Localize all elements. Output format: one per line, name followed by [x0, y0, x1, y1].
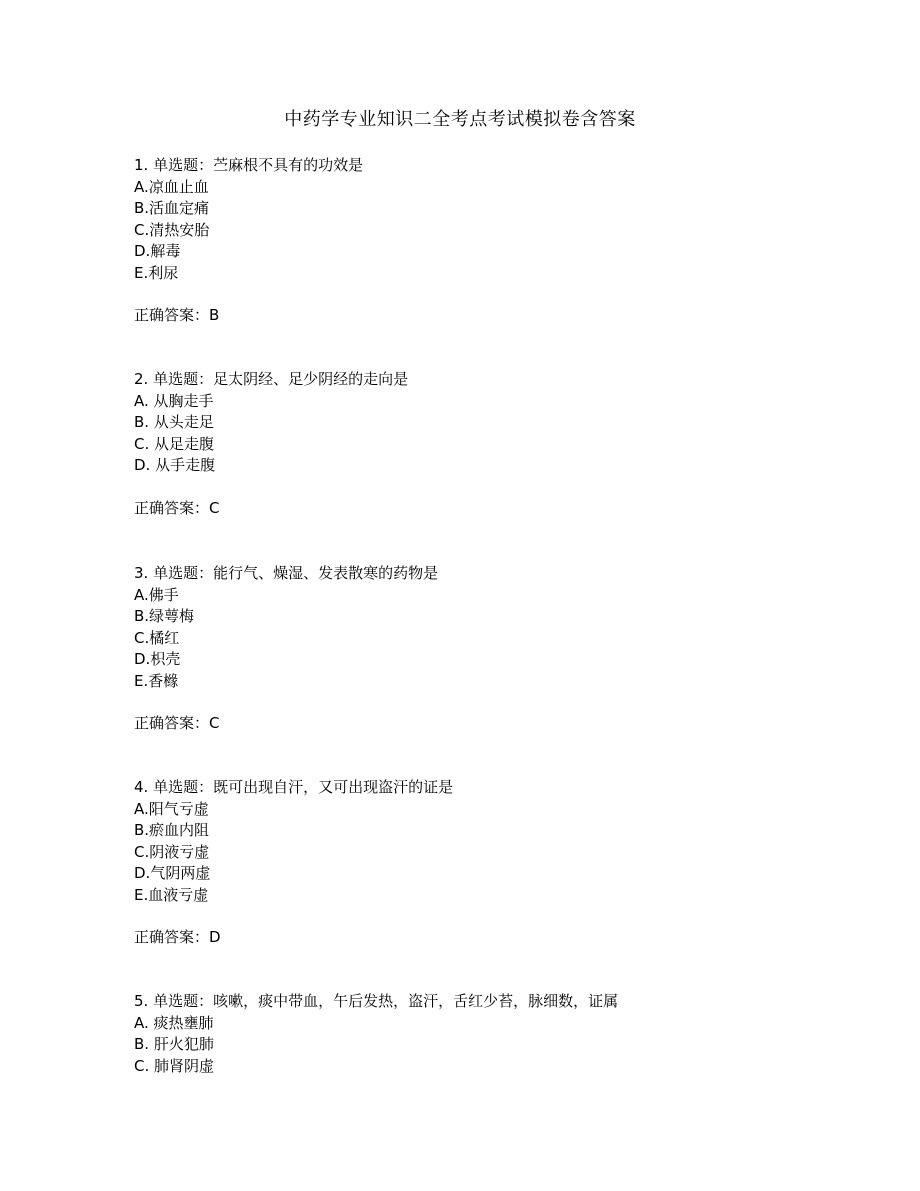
option-e: E.血液亏虚: [134, 885, 209, 904]
page-title: 中药学专业知识二全考点考试模拟卷含答案: [284, 109, 636, 130]
option-b: B.瘀血内阻: [134, 821, 210, 839]
option-d: D. 从手走腹: [134, 456, 216, 474]
answer-line: [134, 713, 834, 735]
question-stem: 5. 单选题：咳嗽，痰中带血，午后发热，盗汗，舌红少苔，脉细数，证属: [134, 992, 619, 1010]
question-stem: 2. 单选题：足太阴经、足少阴经的走向是: [134, 370, 409, 388]
question-4: [134, 777, 834, 949]
option-c: C.清热安胎: [134, 220, 210, 239]
option-e: E.利尿: [134, 263, 179, 282]
option-a: A.阳气亏虚: [134, 799, 209, 818]
option-c: C. 肺肾阴虚: [134, 1056, 215, 1075]
question-stem: 4. 单选题：既可出现自汗，又可出现盗汗的证是: [134, 778, 454, 796]
question-3: [134, 563, 834, 735]
question-2: [134, 369, 834, 519]
option-a: A. 痰热壅肺: [134, 1013, 214, 1032]
answer-value: D: [209, 928, 221, 946]
answer-label: 正确答案：: [134, 928, 210, 946]
answer-value: B: [209, 306, 220, 324]
answer-label: 正确答案：: [134, 306, 210, 324]
option-c: C.橘红: [134, 628, 180, 647]
answer-line: [134, 305, 834, 327]
option-c: C. 从足走腹: [134, 434, 215, 453]
option-d: D.气阴两虚: [134, 864, 211, 882]
answer-value: C: [209, 714, 220, 732]
option-d: D.枳壳: [134, 650, 181, 668]
answer-label: 正确答案：: [134, 714, 210, 732]
option-b: B.活血定痛: [134, 199, 210, 217]
question-5: [134, 991, 834, 1077]
option-a: A. 从胸走手: [134, 391, 214, 410]
option-c: C.阴液亏虚: [134, 842, 210, 861]
question-stem: 1. 单选题：苎麻根不具有的功效是: [134, 156, 364, 174]
option-b: B. 从头走足: [134, 413, 214, 431]
answer-line: [134, 498, 834, 520]
option-b: B. 肝火犯肺: [134, 1035, 214, 1053]
option-a: A.佛手: [134, 585, 179, 604]
option-a: A.凉血止血: [134, 177, 209, 196]
option-d: D.解毒: [134, 242, 181, 260]
question-1: [134, 155, 834, 327]
question-stem: 3. 单选题：能行气、燥湿、发表散寒的药物是: [134, 564, 439, 582]
answer-line: [134, 927, 834, 949]
answer-label: 正确答案：: [134, 498, 210, 517]
option-e: E.香橼: [134, 671, 179, 690]
option-b: B.绿萼梅: [134, 607, 195, 625]
answer-value: C: [209, 498, 220, 517]
